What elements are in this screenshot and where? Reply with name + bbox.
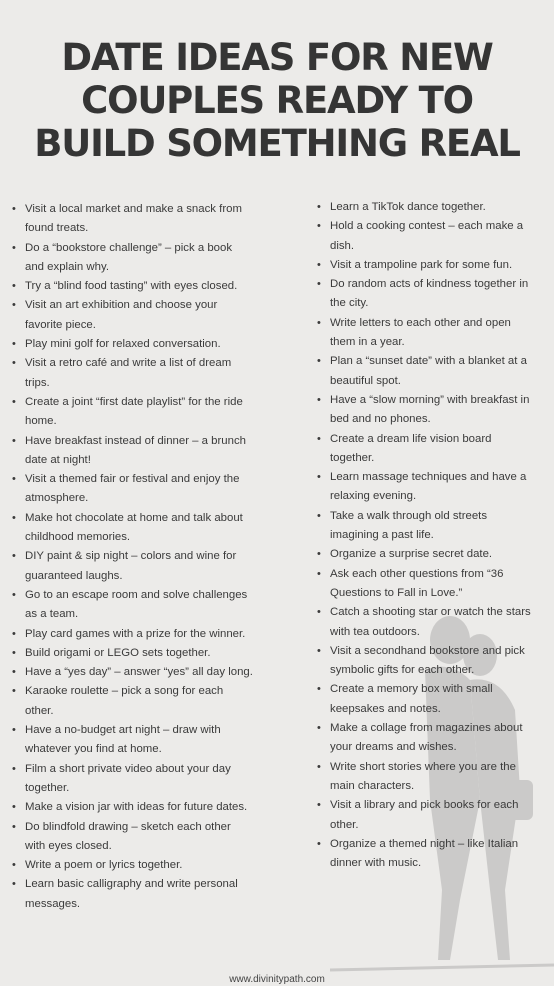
list-item: • Write short stories where you are the main characters.: [316, 758, 554, 797]
list-item: • Learn basic calligraphy and write personal messages.: [0, 875, 300, 914]
list-item: • Create a dream life vision board together.: [316, 430, 554, 469]
title-line: BUILD SOMETHING REAL: [34, 122, 520, 165]
list-item: • Have a no-budget art night – draw with whatever you find at home.: [0, 721, 300, 760]
website-footer: www.divinitypath.com: [229, 974, 325, 985]
list-item: • DIY paint & sip night – colors and wine for guaranteed laughs.: [0, 547, 300, 586]
list-item: • Create a joint “first date playlist” for the ride home.: [0, 393, 300, 432]
list-item: • Take a walk through old streets imagining a past life.: [316, 507, 554, 546]
list-item: • Do blindfold drawing – sketch each other with eyes closed.: [0, 818, 300, 857]
list-item: • Play card games with a prize for the winner.: [0, 625, 300, 644]
list-item: • Learn a TikTok dance together.: [316, 198, 554, 217]
list-item: • Film a short private video about your day together.: [0, 760, 300, 799]
list-item: • Have breakfast instead of dinner – a brunch date at night!: [0, 432, 300, 471]
list-item: • Make hot chocolate at home and talk about childhood memories.: [0, 509, 300, 548]
list-item: • Play mini golf for relaxed conversation.: [0, 335, 300, 354]
list-item: • Visit a themed fair or festival and enjoy the atmosphere.: [0, 470, 300, 509]
list-item: • Visit a secondhand bookstore and pick symbolic gifts for each other.: [316, 642, 554, 681]
list-item: • Try a “blind food tasting” with eyes closed.: [0, 277, 300, 296]
list-item: • Visit a local market and make a snack from found treats.: [0, 200, 300, 239]
list-item: • Karaoke roulette – pick a song for each other.: [0, 682, 300, 721]
list-item: • Learn massage techniques and have a relaxing evening.: [316, 468, 554, 507]
list-item: • Write a poem or lyrics together.: [0, 856, 300, 875]
list-item: • Make a vision jar with ideas for future dates.: [0, 798, 300, 817]
list-item: • Catch a shooting star or watch the stars with tea outdoors.: [316, 603, 554, 642]
list-item: • Visit a trampoline park for some fun.: [316, 256, 554, 275]
title-line: COUPLES READY TO: [81, 79, 473, 122]
list-item: • Organize a surprise secret date.: [316, 545, 554, 564]
list-item: • Do a “bookstore challenge” – pick a book and explain why.: [0, 239, 300, 278]
right-idea-list: [316, 198, 554, 873]
list-item: • Visit a library and pick books for each other.: [316, 796, 554, 835]
list-item: • Go to an escape room and solve challenges as a team.: [0, 586, 300, 625]
list-item: • Write letters to each other and open them in a year.: [316, 314, 554, 353]
list-item: • Organize a themed night – like Italian dinner with music.: [316, 835, 554, 874]
list-item: • Build origami or LEGO sets together.: [0, 644, 300, 663]
list-item: • Plan a “sunset date” with a blanket at a beautiful spot.: [316, 352, 554, 391]
list-item: • Ask each other questions from “36 Questions to Fall in Love.”: [316, 565, 554, 604]
list-item: • Hold a cooking contest – each make a dish.: [316, 217, 554, 256]
page-title: [0, 36, 554, 165]
list-item: • Make a collage from magazines about your dreams and wishes.: [316, 719, 554, 758]
title-line: DATE IDEAS FOR NEW: [61, 36, 493, 79]
list-item: • Do random acts of kindness together in the city.: [316, 275, 554, 314]
list-item: • Have a “yes day” – answer “yes” all day long.: [0, 663, 300, 682]
list-item: • Visit a retro café and write a list of dream trips.: [0, 354, 300, 393]
list-item: • Create a memory box with small keepsakes and notes.: [316, 680, 554, 719]
left-idea-list: [0, 200, 300, 914]
list-item: • Have a “slow morning” with breakfast in bed and no phones.: [316, 391, 554, 430]
list-item: • Visit an art exhibition and choose your favorite piece.: [0, 296, 300, 335]
